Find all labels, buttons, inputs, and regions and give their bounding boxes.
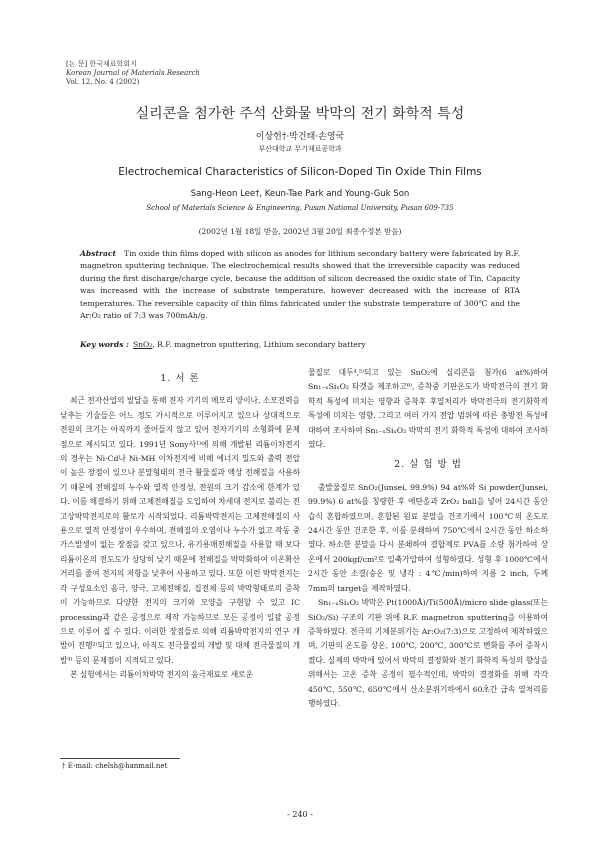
column-right	[308, 366, 548, 711]
authors-en: Sang-Heon Lee†, Keun-Tae Park and Young-Guk Son	[190, 189, 410, 199]
keywords-rest: , R.F. magnetron sputtering, Lithium secondary battery	[152, 340, 366, 349]
abstract-label: Abstract	[80, 249, 117, 258]
intro-paragraph-2: 본 실험에서는 리튬이차박막 전지의 음극재료로 새로운	[70, 670, 254, 680]
paper-title-en: Electrochemical Characteristics of Silicon-Doped Tin Oxide Thin Films	[118, 166, 482, 178]
keywords	[80, 340, 520, 349]
section-heading-method: 2. 실 험 방 법	[394, 459, 462, 471]
paper-title-ko: 실리콘을 첨가한 주석 산화물 박막의 전기 화학적 특성	[135, 106, 465, 122]
journal-name-en: Korean Journal of Materials Research	[66, 69, 200, 77]
page-number: - 240 -	[287, 810, 313, 819]
method-paragraph-1: 출발물질로 SnO₂(Junsei, 99.9%) 94 at%와 Si powder(Junsei, 99.9%) 6 at%를 칭량한 후 에탄올과 ZrO₂ ball을 넣어 24시간 동안 습식 혼합하였으며, 혼합된 원료 분말을 건조기에서 100℃의 온도로 24시간 동안 건조한 후, 이를 분쇄하여 750℃에서 2시간 동안 하소하였다. 하소한 분말을 다시 분쇄하여 결합제로 PVA를 소량 첨가하여 상온에서 200kgf/cm²로 일축가압하여 성형하였다. 성형 후 1000℃에서 2시간 동안 소결(승온 및 냉각 : 4℃/min)하여 지름 2 inch, 두께 7mm의 target을 제작하였다.	[308, 482, 548, 593]
abstract	[80, 248, 520, 322]
keyword-sno2: SnO₂	[132, 340, 153, 349]
section-heading-intro: 1. 서 론	[160, 373, 200, 384]
footnote-divider	[60, 758, 180, 759]
keywords-label: Key words :	[80, 340, 129, 349]
column-left	[60, 366, 300, 683]
journal-volume: Vol. 12, No. 4 (2002)	[66, 78, 140, 86]
abstract-text: Tin oxide thin films doped with silicon as anodes for lithium secondary battery were fabricated by R.F. magnetron sputtering technique. The electrochemical results showed that the irreversible capacity was reduced during the first discharge/charge cycle, because the addition of silicon decreased the oxidic state of Tin. Capacity was increased with the increase of substrate temperature, however decreased with the increase of RTA temperatures. The reversible capacity of thin films fabricated under the substrate temperature of 300℃ and the Ar:O₂ ratio of 7:3 was 700mAh/g.	[80, 249, 520, 321]
received-dates: (2002년 1월 18일 받음, 2002년 3월 20일 최종수정본 받음)	[198, 227, 402, 236]
journal-header	[66, 60, 200, 87]
intro-paragraph-1: 최근 전자산업의 발달을 통해 전자 기기의 메모리 양이나, 소모전력을 낮추는 기술들은 어느 정도 가시적으로 이루어지고 있으나 상대적으로 전원의 크기는 아직까지 줄어들지 않고 있어 전자기기의 소형화에 문제점으로 제시되고 있다. 1991년 Sony사¹⁾에 의해 개발된 리튬이차전지의 경우는 Ni-Cd나 Ni-MH 이차전지에 비해 에너지 밀도와 출력 전압이 높은 장점이 있으나 분말형태의 전극 활물질과 액상 전해질을 사용하기 때문에 전해질의 누수와 열적 안정성, 전원의 크기 감소에 한계가 있다. 이를 해결하기 위해 고체전해질을 도입하여 차세대 전지로 불리는 전고상박막전지로의 활로가 시작되었다. 리튬박막전지는 고체전해질의 사용으로 열적 안정성이 우수하며, 전해질의 오염이나 누수가 없고 작동 중 가스발생이 없는 장점을 갖고 있으나, 유기용매전해질을 사용할 때 보다 리튬이온의 전도도가 상당히 낮기 때문에 전해질을 박막화하여 이온확산거리를 줄여 전지의 저항을 낮추어 사용하고 있다. 또한 이런 박막전지는 각 구성요소인 음극, 양극, 고체전해질, 집전체 등의 박막형태로의 증착이 가능하므로 다양한 전지의 크기와 모양을 구현할 수 있고 IC processing과 같은 공정으로 제작 가능하므로 모든 공정이 일괄 공정으로 이루어 질 수 있다. 이러한 장점들로 의해 리튬박막전지의 연구 개발이 진행²⁾되고 있으나, 아직도 전극물질의 개발 및 대체 전극물질의 개발³⁾ 등의 문제점이 지적되고 있다.	[60, 396, 300, 665]
intro-continued: 물질로 대두⁴,⁵⁾되고 있는 SnO₂에 실리콘을 첨가(6 at%)하여 Sn₁₋ₓSiₓO₂ 타겟을 제조하고⁶⁾, 증착중 기판온도가 박막전극의 전기 화학적 특성에 미치는 영향과 증착후 후열처리가 박막전극의 전기화학적 특성에 미치는 영향, 그리고 여러 가지 전압 범위에 따른 충방전 특성에 대하여 조사하여 Sn₁₋ₓSiₓO₂ 박막의 전기 화학적 특성에 대하여 조사하였다.	[308, 368, 548, 450]
authors-ko: 이상헌†·박건태·손영국	[255, 132, 345, 142]
method-paragraph-2: Sn₁₋ₓSiₓO₂ 박막은 Pt(1000Å)/Ti(500Å)/micro slide glass(또는 SiO₂/Si) 구조의 기판 위에 R.F. magnetron sputtering을 이용하여 증착하였다. 전극의 기체분위기는 Ar:O₂(7:3)으로 고정하여 제작하였으며, 기판의 온도를 상온, 100℃, 200℃, 300℃로 변화를 주어 증착시켰다. 실제의 박막에 있어서 박막의 결정화와 전기 화학적 특성의 향상을 위해서는 고온 증착 공정이 필수적인데, 박막의 결정화를 위해 각각 450℃, 550℃, 650℃에서 산소분위기하에서 60초간 급속 열처리를 행하였다.	[308, 598, 548, 708]
footnote-email: † E-mail: chelsh@hanmail.net	[62, 762, 168, 770]
affiliation-en: School of Materials Science & Engineering, Pusan National University, Pusan 609-735	[146, 204, 454, 212]
affiliation-ko: 부산대학교 무기재료공학과	[258, 145, 342, 153]
journal-name-ko: [논 문] 한국재료학회지	[66, 60, 137, 68]
